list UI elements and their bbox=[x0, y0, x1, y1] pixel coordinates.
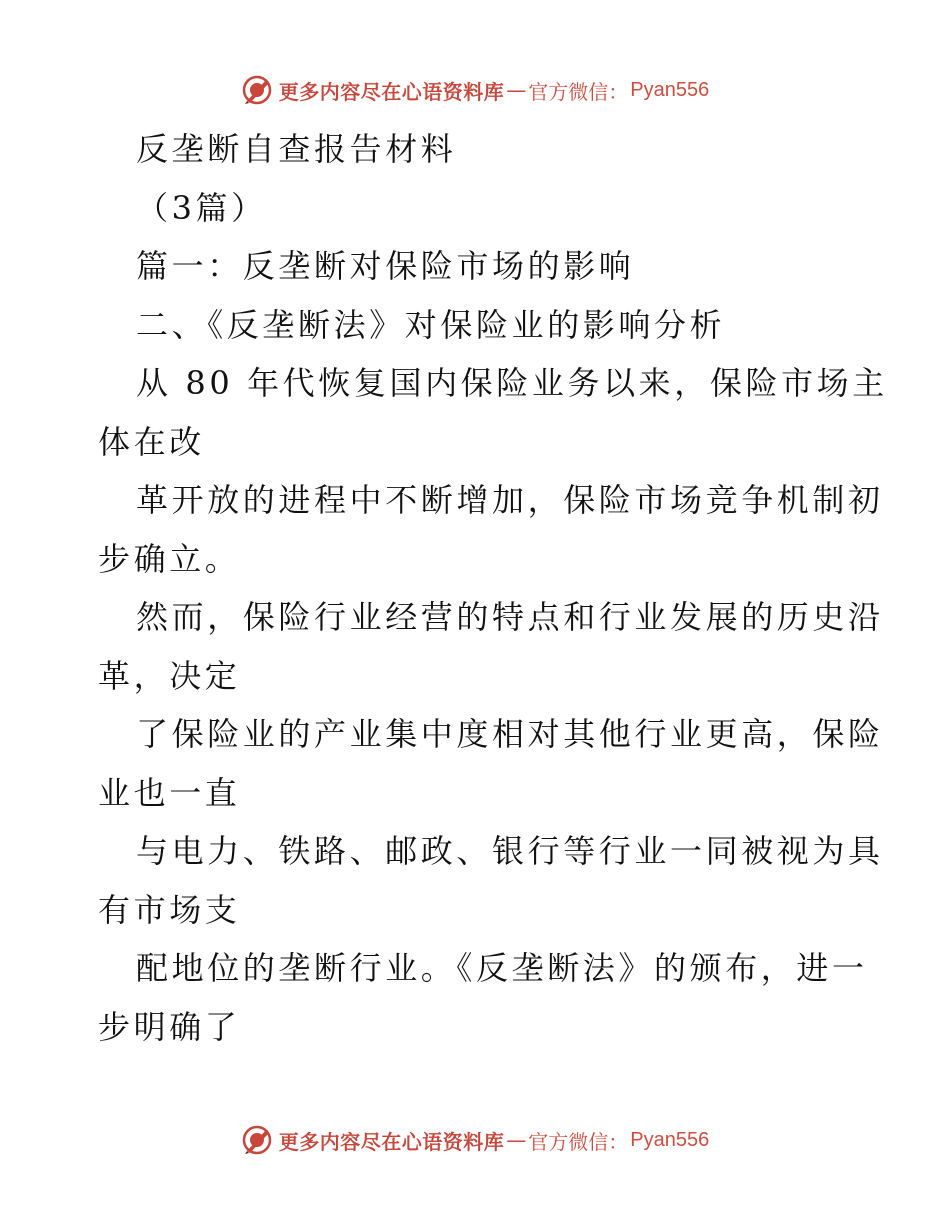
paragraph-line: 配地位的垄断行业。《反垄断法》的颁布，进一 bbox=[136, 949, 868, 987]
subsection-heading: 二、《反垄断法》对保险业的影响分析 bbox=[136, 305, 726, 344]
watermark-header bbox=[0, 70, 950, 110]
watermark-wechat-label: 官方微信： bbox=[528, 1129, 629, 1154]
paragraph-line: 与电力、铁路、邮政、银行等行业一同被视为具 bbox=[136, 832, 884, 870]
pen-logo-icon bbox=[241, 1124, 273, 1156]
watermark-main-text: 更多内容尽在心语资料库 bbox=[278, 79, 505, 104]
watermark-wechat-id: Pyan556 bbox=[630, 1128, 710, 1151]
paragraph-line: 然而，保险行业经营的特点和行业发展的历史沿 bbox=[136, 598, 884, 636]
paragraph-line: 体在改 bbox=[98, 422, 205, 461]
document-body bbox=[98, 120, 888, 1056]
paragraph-line: 革开放的进程中不断增加，保险市场竞争机制初 bbox=[136, 481, 884, 519]
watermark-wechat-label: 官方微信： bbox=[528, 79, 629, 104]
watermark-separator: — bbox=[506, 1128, 527, 1152]
watermark-main-text: 更多内容尽在心语资料库 bbox=[278, 1129, 505, 1154]
section-heading: 篇一：反垄断对保险市场的影响 bbox=[136, 247, 635, 285]
document-title: 反垄断自查报告材料 bbox=[136, 130, 457, 168]
watermark-footer bbox=[0, 1120, 950, 1160]
watermark-separator: — bbox=[506, 78, 527, 102]
watermark-wechat-id: Pyan556 bbox=[630, 78, 710, 101]
paragraph-line: 步明确了 bbox=[98, 1007, 241, 1046]
document-subtitle: （3篇） bbox=[136, 188, 267, 227]
paragraph-line: 业也一直 bbox=[98, 773, 241, 812]
paragraph-line: 从 80 年代恢复国内保险业务以来，保险市场主 bbox=[136, 364, 888, 402]
paragraph-line: 了保险业的产业集中度相对其他行业更高，保险 bbox=[136, 715, 884, 753]
pen-logo-icon bbox=[241, 74, 273, 106]
paragraph-line: 步确立。 bbox=[98, 539, 241, 578]
paragraph-line: 有市场支 bbox=[98, 890, 241, 929]
paragraph-line: 革，决定 bbox=[98, 656, 241, 695]
